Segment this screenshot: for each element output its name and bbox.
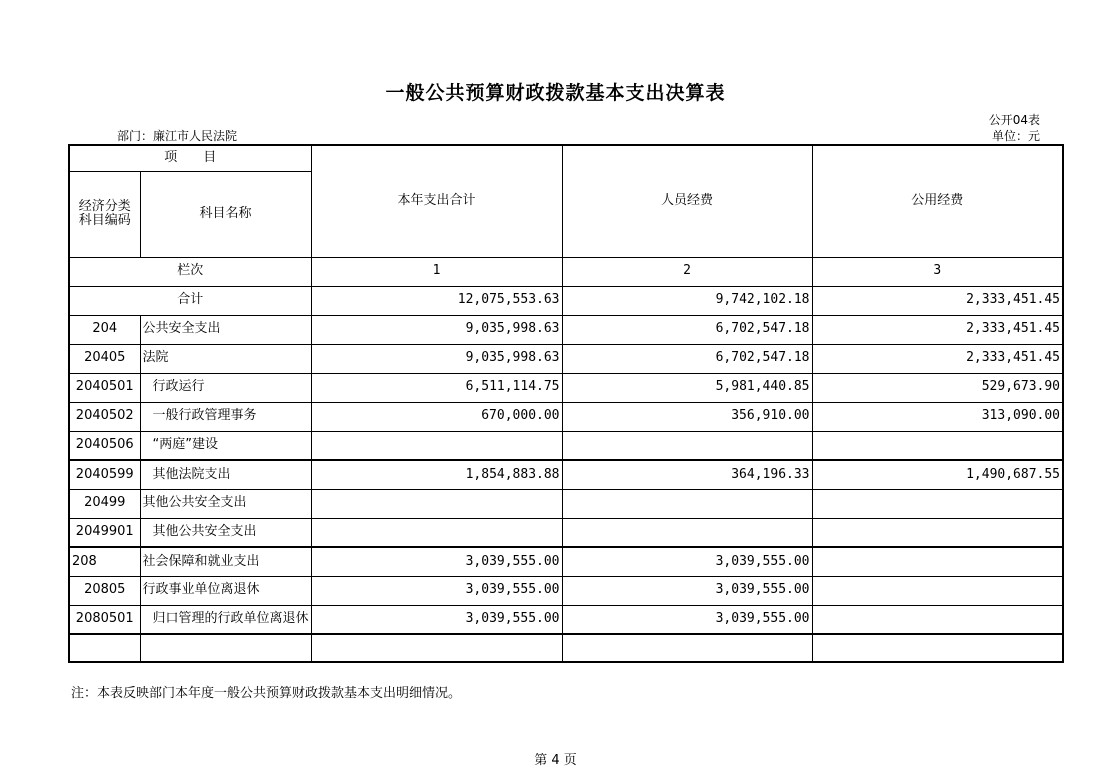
table-row (69, 605, 1063, 634)
row-total (311, 431, 562, 460)
row-public: 2,333,451.45 (812, 344, 1063, 373)
row-total: 9,035,998.63 (311, 344, 562, 373)
row-public: 2,333,451.45 (812, 315, 1063, 344)
row-total: 3,039,555.00 (311, 605, 562, 634)
sum-total: 12,075,553.63 (311, 286, 562, 315)
row-public: 529,673.90 (812, 373, 1063, 402)
column-number-1: 1 (311, 257, 562, 286)
row-name: 行政运行 (140, 373, 311, 402)
page-number: 第 4 页 (534, 753, 577, 768)
row-total: 1,854,883.88 (311, 460, 562, 489)
econ-code-header-line2: 科目编码 (78, 213, 131, 228)
row-total (311, 634, 562, 662)
row-public (812, 605, 1063, 634)
row-personnel: 3,039,555.00 (562, 547, 812, 576)
row-public (812, 431, 1063, 460)
econ-code-header (69, 171, 140, 257)
row-total: 6,511,114.75 (311, 373, 562, 402)
row-name: 其他法院支出 (140, 460, 311, 489)
row-total: 9,035,998.63 (311, 315, 562, 344)
row-code: 20499 (69, 489, 140, 518)
table-row (69, 402, 1063, 431)
row-code (69, 634, 140, 662)
table-row (69, 576, 1063, 605)
row-code: 2040502 (69, 402, 140, 431)
column-number-2: 2 (562, 257, 812, 286)
row-personnel (562, 431, 812, 460)
row-personnel: 5,981,440.85 (562, 373, 812, 402)
row-public (812, 518, 1063, 547)
row-name (140, 634, 311, 662)
sum-personnel: 9,742,102.18 (562, 286, 812, 315)
row-name: 社会保障和就业支出 (140, 547, 311, 576)
row-personnel: 3,039,555.00 (562, 576, 812, 605)
row-public (812, 489, 1063, 518)
row-personnel: 3,039,555.00 (562, 605, 812, 634)
footnote: 注：本表反映部门本年度一般公共预算财政拨款基本支出明细情况。 (71, 686, 462, 701)
public-header: 公用经费 (812, 145, 1063, 257)
row-total: 3,039,555.00 (311, 576, 562, 605)
table-row (69, 460, 1063, 489)
row-personnel: 356,910.00 (562, 402, 812, 431)
expenditure-table (68, 144, 1064, 663)
total-header: 本年支出合计 (311, 145, 562, 257)
row-code: 20405 (69, 344, 140, 373)
row-total: 670,000.00 (311, 402, 562, 431)
column-label: 栏次 (69, 257, 311, 286)
row-code: 20805 (69, 576, 140, 605)
row-personnel: 6,702,547.18 (562, 344, 812, 373)
table-row (69, 489, 1063, 518)
form-code: 公开04表 (988, 113, 1040, 127)
table-row-empty (69, 634, 1063, 662)
row-name: 其他公共安全支出 (140, 489, 311, 518)
personnel-header: 人员经费 (562, 145, 812, 257)
row-code: 2049901 (69, 518, 140, 547)
row-personnel: 6,702,547.18 (562, 315, 812, 344)
table-row (69, 518, 1063, 547)
row-total (311, 518, 562, 547)
row-public: 313,090.00 (812, 402, 1063, 431)
table-row (69, 344, 1063, 373)
sum-public: 2,333,451.45 (812, 286, 1063, 315)
table-row (69, 315, 1063, 344)
row-name: 行政事业单位离退休 (140, 576, 311, 605)
row-name: 法院 (140, 344, 311, 373)
row-public (812, 547, 1063, 576)
row-code: 2040501 (69, 373, 140, 402)
row-total: 3,039,555.00 (311, 547, 562, 576)
row-code: 204 (69, 315, 140, 344)
table-row (69, 547, 1063, 576)
sum-label: 合计 (69, 286, 311, 315)
row-personnel: 364,196.33 (562, 460, 812, 489)
row-total (311, 489, 562, 518)
row-name: 一般行政管理事务 (140, 402, 311, 431)
row-code: 208 (69, 547, 140, 576)
row-name: 归口管理的行政单位离退休 (140, 605, 311, 634)
row-public (812, 576, 1063, 605)
department-label: 部门：廉江市人民法院 (117, 129, 238, 143)
row-personnel (562, 634, 812, 662)
sum-row (69, 286, 1063, 315)
column-number-3: 3 (812, 257, 1063, 286)
row-public (812, 634, 1063, 662)
row-name: 其他公共安全支出 (140, 518, 311, 547)
row-personnel (562, 518, 812, 547)
row-code: 2080501 (69, 605, 140, 634)
table-row (69, 431, 1063, 460)
subject-name-header: 科目名称 (140, 171, 311, 257)
row-name: 公共安全支出 (140, 315, 311, 344)
row-public: 1,490,687.55 (812, 460, 1063, 489)
table-row (69, 373, 1063, 402)
report-title: 一般公共预算财政拨款基本支出决算表 (385, 82, 726, 104)
row-code: 2040506 (69, 431, 140, 460)
econ-code-header-line1: 经济分类 (78, 198, 131, 214)
row-code: 2040599 (69, 460, 140, 489)
unit-label: 单位：元 (991, 129, 1040, 143)
item-header: 项 目 (69, 145, 311, 171)
row-name: “两庭”建设 (140, 431, 311, 460)
row-personnel (562, 489, 812, 518)
